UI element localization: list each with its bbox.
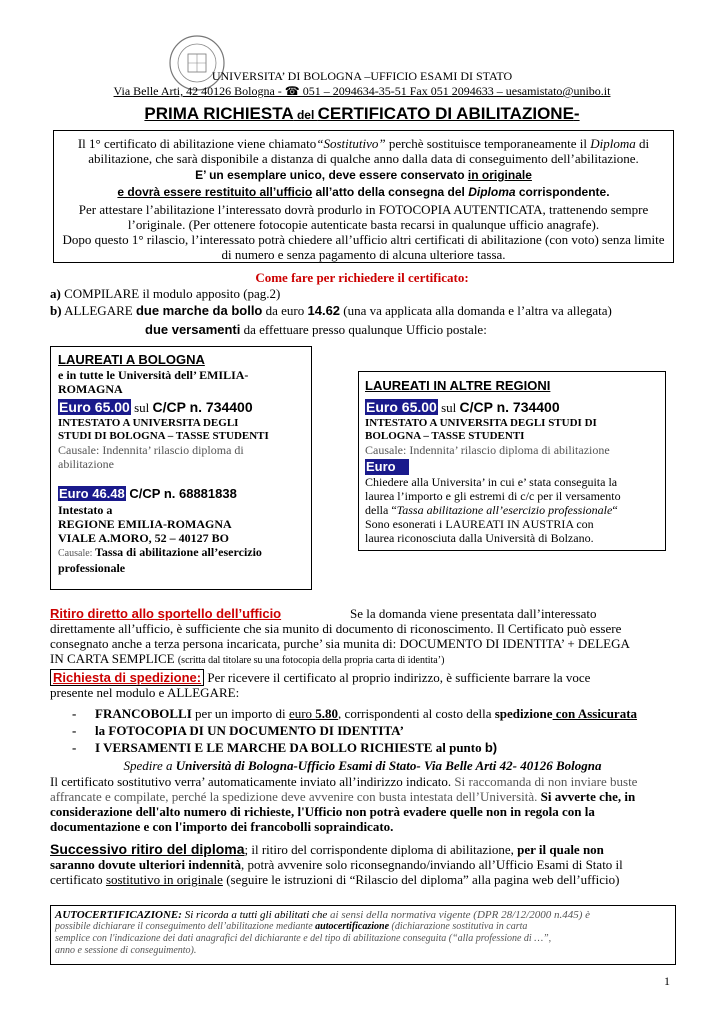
item1b: per un importo di	[191, 706, 289, 721]
auto2a: affrancate e compilate, perché la spedizione deve avvenire con busta intestata dell’Università.	[50, 789, 541, 804]
autocert-title: AUTOCERTIFICAZIONE:	[55, 909, 182, 921]
step-b-bold1: due marche da bollo	[135, 303, 263, 318]
ritiro-l4a: IN CARTA SEMPLICE	[50, 651, 178, 666]
box-altre-int1: INTESTATO A UNIVERSITA DEGLI STUDI DI	[365, 417, 597, 429]
box-bologna-sul: sul	[130, 400, 153, 415]
ritiro-l2: direttamente all’ufficio, è sufficiente che sia munito di documento di riconoscimento. Il Certificato può essere	[50, 621, 622, 636]
autocert-t1: Si ricorda a tutti gli abilitati che	[181, 909, 331, 921]
autocert-t6: semplice con l'indicazione dei dati anagrafici del dichiarante e del tipo di abilitazione conseguita (“alla professione di …”,	[55, 933, 552, 944]
box-altre-p3c: “	[612, 503, 618, 517]
item2b: FOTOCOPIA DI UN DOCUMENTO DI IDENTITA’	[108, 723, 404, 738]
box-altre-sul: sul	[437, 400, 460, 415]
page-title	[0, 104, 724, 125]
box-bologna-int5: VIALE A.MORO, 52 – 40127 BO	[58, 531, 230, 545]
intro-l1a: Il 1° certificato di abilitazione viene chiamato	[77, 136, 317, 151]
autocert-t7: anno e sessione di conseguimento).	[55, 945, 197, 956]
intro-text	[53, 136, 674, 262]
box-bologna-caus2: abilitazione	[58, 457, 114, 471]
intro-l2: abilitazione, che sarà disponibile a distanza di qualche anno dalla data di conseguimento dell’abilitazione.	[88, 151, 639, 166]
box-bologna-caus3a: Causale:	[58, 548, 95, 559]
item3a: I VERSAMENTI E LE MARCHE DA BOLLO RICHIESTE al punto	[95, 740, 485, 755]
step-b-bold2: due versamenti	[145, 322, 241, 337]
box-altre-ccp1: C/CP n. 734400	[459, 399, 560, 415]
item2a: la	[95, 723, 109, 738]
step-b-text3: (una va applicata alla domanda e l’altra va allegata)	[340, 303, 612, 318]
auto1: Il certificato sostitutivo verra’ automaticamente inviato all’indirizzo indicato.	[50, 774, 455, 789]
item1e: , corrispondenti al costo della	[338, 706, 495, 721]
intro-l4b: all’atto della consegna del	[312, 185, 469, 199]
autocert-t3: possibile dichiarare il conseguimento dell’abilitazione mediante	[55, 921, 316, 932]
step-a-text: COMPILARE il modulo apposito (pag.2)	[60, 286, 281, 301]
item3b: b)	[484, 740, 498, 755]
box-altre-caus1: Causale: Indennita’ rilascio diploma di abilitazione	[365, 443, 610, 457]
step-b-text4: da effettuare presso qualunque Ufficio postale:	[240, 322, 487, 337]
step-b	[50, 303, 710, 318]
box-bologna-content	[58, 352, 304, 575]
ritiro-l1: Se la domanda viene presentata dall’interessato	[350, 606, 597, 621]
intro-l4a: e dovrà essere restituito all’ufficio	[117, 185, 313, 199]
spedizione-l2: presente nel modulo e ALLEGARE:	[50, 685, 240, 700]
box-altre-euro2: Euro	[365, 459, 409, 475]
intro-l1e: di	[635, 136, 650, 151]
box-altre-euro1: Euro 65.00	[366, 399, 437, 415]
ritiro-l4b: (scritta dal titolare su una fotocopia della propria carta di identita’)	[177, 655, 445, 666]
box-altre-p5: laurea riconosciuta dalla Università di Bolzano.	[365, 531, 594, 545]
how-to-title: Come fare per richiedere il certificato:	[255, 270, 469, 285]
box-bologna-int1: INTESTATO A UNIVERSITA DEGLI	[58, 417, 239, 429]
box-altre-p4: Sono esonerati i LAUREATI IN AUSTRIA con	[365, 517, 594, 531]
item1g: con Assicurata	[552, 706, 638, 721]
title-part1: PRIMA RICHIESTA	[144, 104, 294, 123]
successivo-title: Successivo ritiro del diploma	[50, 841, 245, 857]
box-bologna-caus1: Causale: Indennita’ rilascio diploma di	[58, 443, 244, 457]
step-b-letter: b)	[50, 303, 62, 318]
step-b-line2	[145, 322, 705, 337]
spedizione-list	[72, 706, 672, 755]
intro-l7: Dopo questo 1° rilascio, l’interessato potrà chiedere all’ufficio altri certificati di abilitazione (con voto) senza limite	[62, 232, 665, 247]
list-dash-2: -	[72, 723, 77, 738]
successivo-l1a: ; il ritiro del corrispondente diploma di abilitazione,	[244, 842, 518, 857]
spedire-line	[50, 758, 675, 773]
successivo-l1b: per il quale non	[517, 842, 604, 857]
successivo-l3c: (seguire le istruzioni di “Rilascio del diploma” alla pagina web dell’ufficio)	[222, 872, 620, 887]
intro-l6: l’originale. (Per ottenere fotocopie autenticate basta recarsi in qualunque ufficio anagrafe).	[127, 217, 600, 232]
sped-a: Spedire a	[123, 758, 176, 773]
box-altre-p3b: Tassa abilitazione all’esercizio professionale	[396, 503, 613, 517]
ritiro-l3: consegnato anche a terza persona incaricata, purche’ sia munita di: DOCUMENTO DI IDENTITA’ + DELEGA	[50, 636, 630, 651]
box-bologna-int4: REGIONE EMILIA-ROMAGNA	[58, 517, 232, 531]
box-bologna-sub1: e in tutte le Università dell’ EMILIA-	[58, 368, 249, 382]
intro-l4c: Diploma	[468, 185, 516, 199]
intro-l5: Per attestare l’abilitazione l’interessato dovrà produrlo in FOTOCOPIA AUTENTICATA, trattenendo sempre	[78, 202, 649, 217]
intro-l3b: in originale	[467, 168, 532, 182]
box-altre-title: LAUREATI IN ALTRE REGIONI	[365, 378, 551, 393]
intro-l8: di numero e senza pagamento di alcuna ulteriore tassa.	[221, 247, 506, 262]
spedizione-l1: Per ricevere il certificato al proprio indirizzo, è sufficiente barrare la voce	[204, 670, 591, 685]
box-bologna-euro1: Euro 65.00	[59, 399, 130, 415]
item1c: euro	[288, 706, 316, 721]
intro-l3a: E’ un esemplare unico, deve essere conservato	[195, 168, 468, 182]
intro-l4d: corrispondente.	[515, 185, 610, 199]
autocert-t5: (dichiarazione sostitutiva in carta	[389, 921, 528, 932]
box-bologna-caus3b: Tassa di abilitazione all’esercizio	[94, 545, 262, 559]
auto1b: Si raccomanda di non inviare buste	[454, 774, 638, 789]
successivo-l3a: certificato	[50, 872, 106, 887]
auto2b: Si avverte che, in	[540, 789, 636, 804]
address-line: Via Belle Arti, 42 40126 Bologna - ☎ 051 – 2094634-35-51 Fax 051 2094633 – uesamistato@unibo.it	[113, 84, 611, 98]
spedizione-title: Richiesta di spedizione:	[50, 669, 204, 686]
box-bologna-ccp1: C/CP n. 734400	[152, 399, 253, 415]
box-altre-p3a: della “	[365, 503, 397, 517]
title-part3: CERTIFICATO DI ABILITAZIONE	[317, 104, 574, 123]
box-bologna-int2: STUDI DI BOLOGNA – TASSE STUDENTI	[58, 430, 269, 442]
box-altre-p1: Chiedere alla Universita’ in cui e’ stata conseguita la	[365, 475, 618, 489]
auto4: documentazione e con l'importo dei francobolli sopraindicato.	[50, 819, 394, 834]
spedizione-section	[50, 670, 675, 700]
item1f: spedizione	[494, 706, 553, 721]
page-number: 1	[664, 974, 670, 988]
box-bologna-title: LAUREATI A BOLOGNA	[58, 352, 205, 367]
title-part2: del	[293, 108, 318, 122]
box-bologna-int3: Intestato a	[58, 503, 113, 517]
list-dash-3: -	[72, 740, 77, 755]
step-b-text1: ALLEGARE	[61, 303, 136, 318]
item1a: FRANCOBOLLI	[95, 706, 192, 721]
intro-l1b: “Sostitutivo”	[316, 136, 386, 151]
step-b-text2: da euro	[262, 303, 308, 318]
spedizione-notes	[50, 774, 675, 834]
step-b-amount: 14.62	[307, 303, 341, 318]
box-altre-content	[365, 378, 659, 548]
box-altre-int2: BOLOGNA – TASSE STUDENTI	[365, 430, 525, 442]
ritiro-section	[50, 606, 675, 668]
intro-l1d: Diploma	[590, 136, 636, 151]
intro-l1c: perchè sostituisce temporaneamente il	[385, 136, 591, 151]
sped-b: Università di Bologna-Ufficio Esami di Stato- Via Belle Arti 42- 40126 Bologna	[175, 758, 602, 773]
step-a	[50, 286, 710, 301]
box-bologna-caus4: professionale	[58, 561, 126, 575]
box-bologna-euro2: Euro 46.48	[59, 486, 125, 501]
autocert-t4: autocertificazione	[315, 921, 390, 932]
auto3: considerazione dell'alto numero di richieste, l'Ufficio non potrà evadere quelle non in regola con la	[50, 804, 595, 819]
autocert-t2: ai sensi della normativa vigente (DPR 28/12/2000 n.445) è	[330, 909, 591, 921]
box-bologna-sub2: ROMAGNA	[58, 382, 123, 396]
item1d: 5.80	[315, 706, 339, 721]
step-a-letter: a)	[50, 286, 61, 301]
ritiro-title: Ritiro diretto allo sportello dell’ufficio	[50, 606, 282, 621]
list-dash-1: -	[72, 706, 77, 721]
successivo-l3b: sostitutivo in originale	[105, 872, 223, 887]
autocert-text	[55, 909, 671, 957]
successivo-section	[50, 842, 675, 887]
university-header: UNIVERSITA’ DI BOLOGNA –UFFICIO ESAMI DI STATO	[211, 69, 513, 83]
box-altre-p2: laurea l’importo e gli estremi di c/c per il versamento	[365, 489, 621, 503]
successivo-l2a: saranno dovute ulteriori indennità	[50, 857, 242, 872]
successivo-l2b: , potrà avvenire solo riconsegnando/inviando all’Ufficio Esami di Stato il	[241, 857, 623, 872]
box-bologna-ccp2: C/CP n. 68881838	[125, 486, 237, 501]
title-dash: -	[573, 104, 580, 123]
